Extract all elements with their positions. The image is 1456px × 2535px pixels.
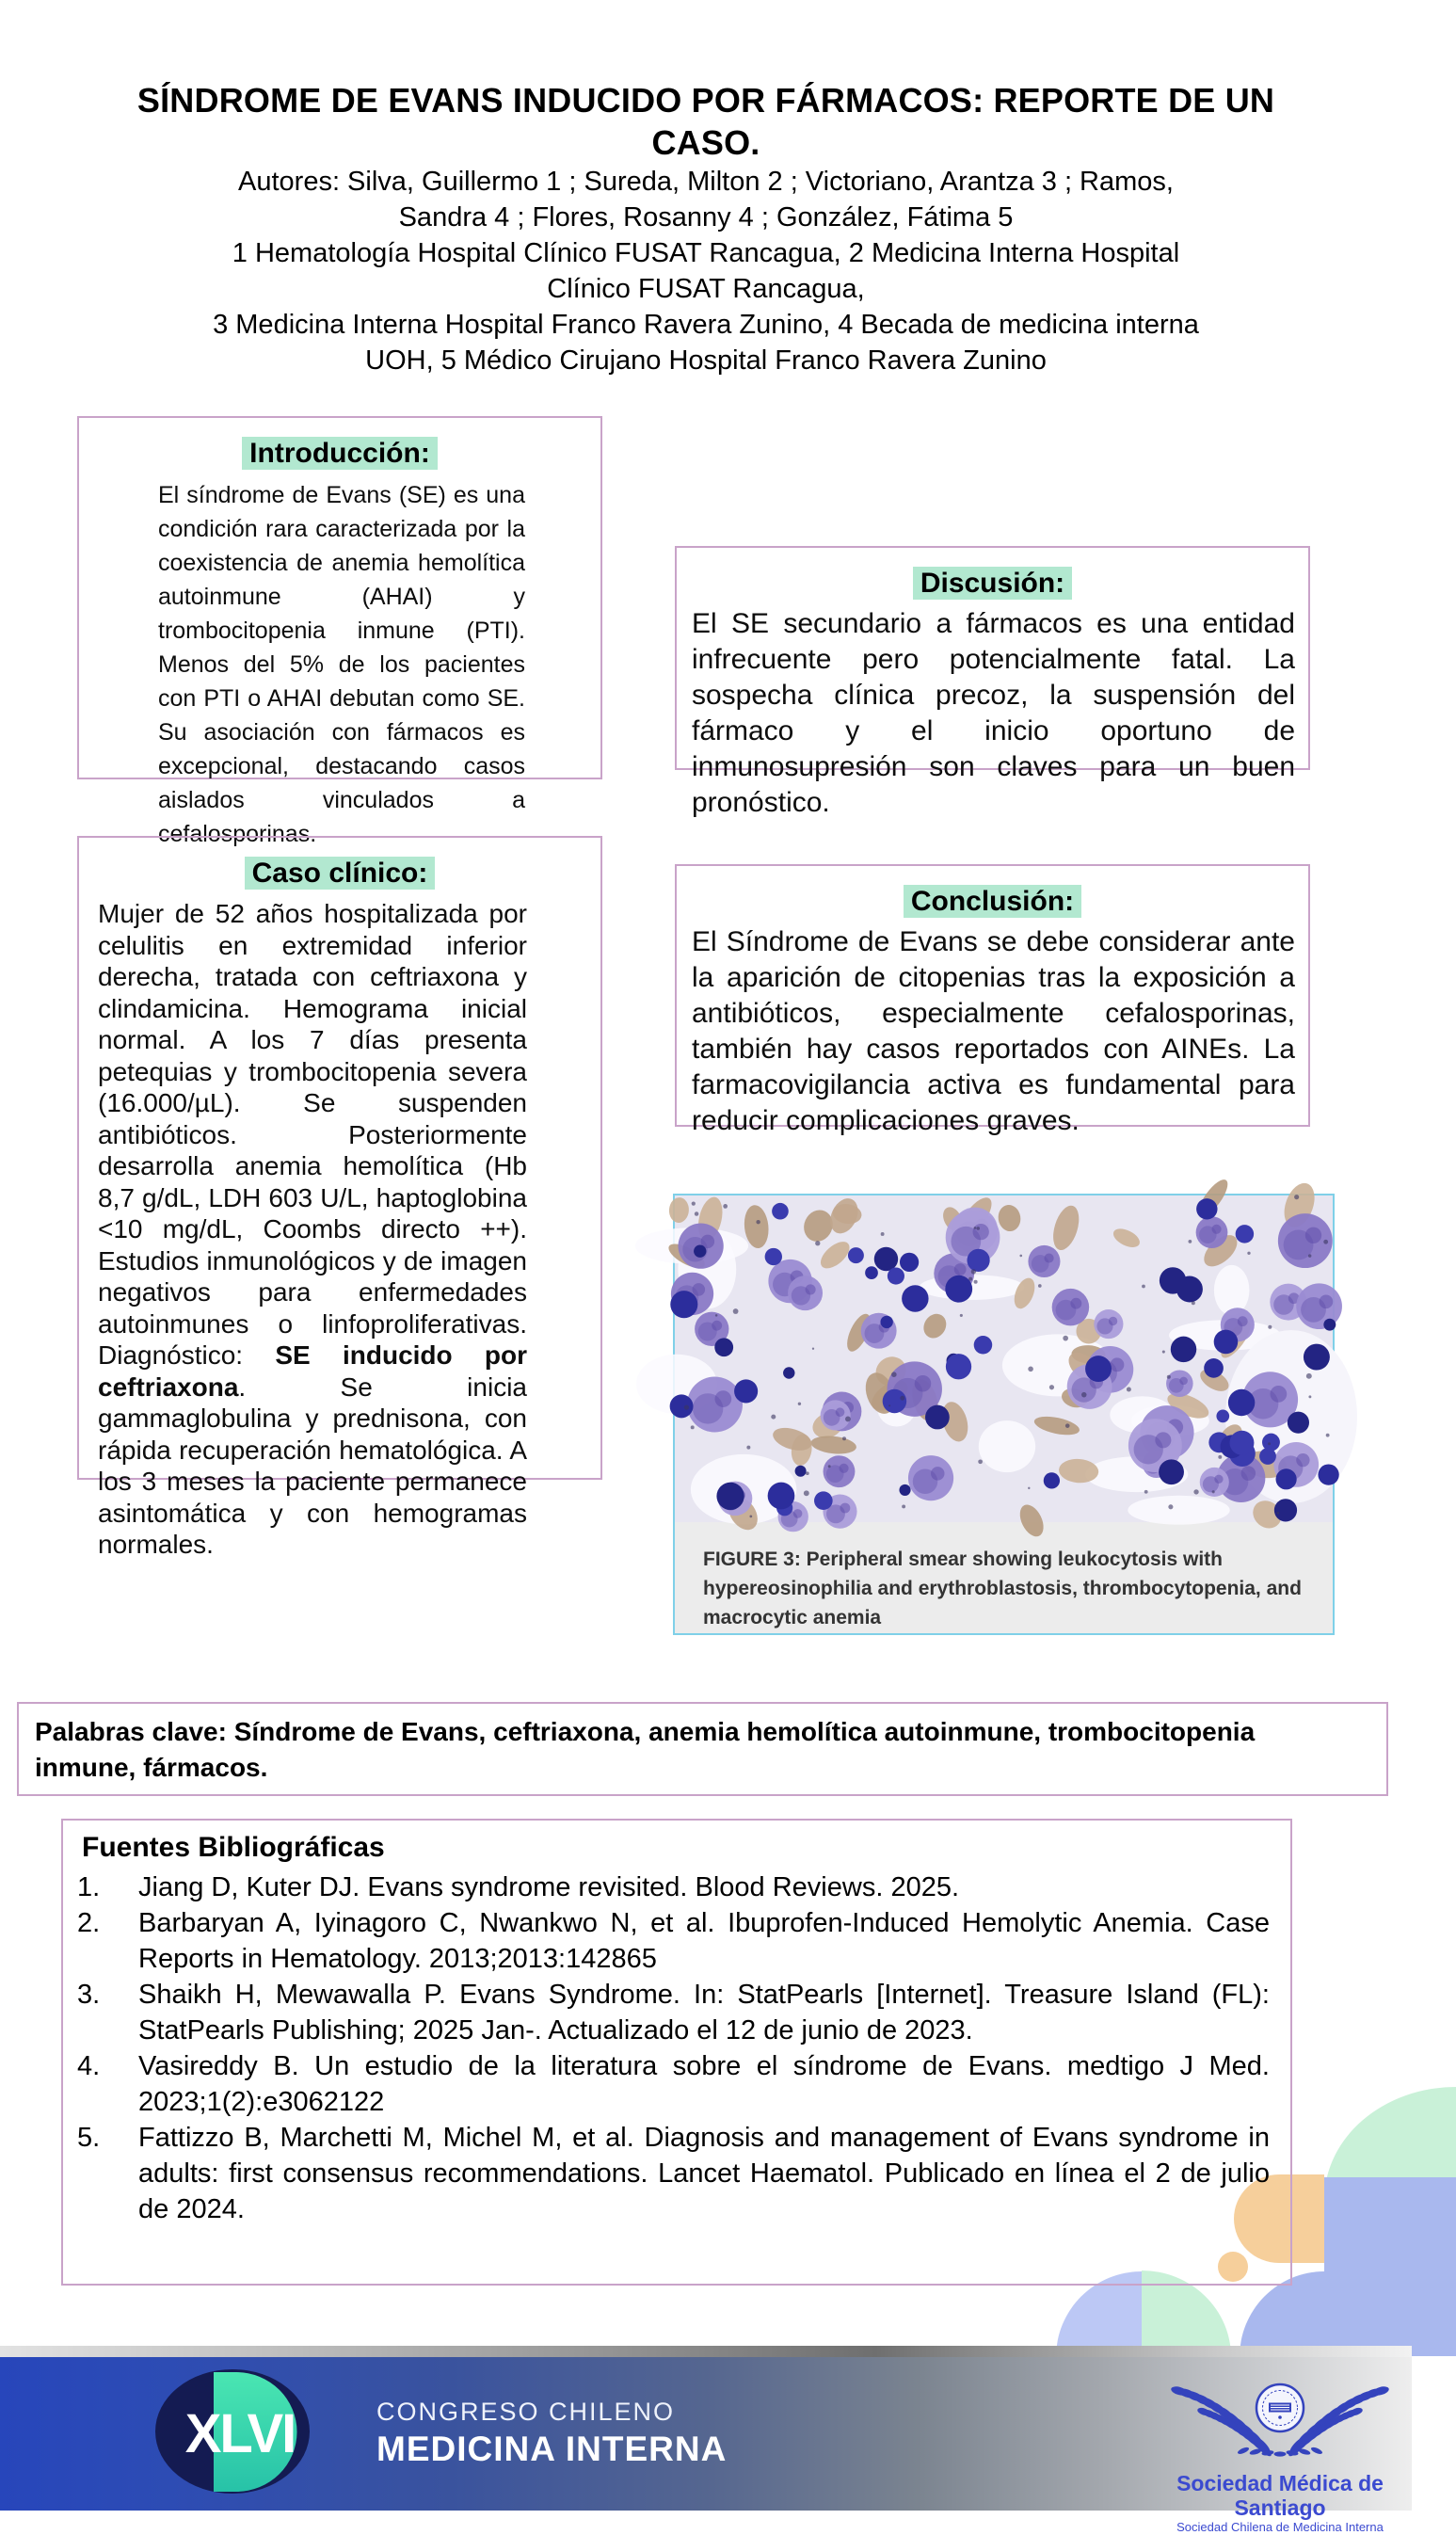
introduction-section — [77, 416, 602, 847]
clinical-case-text: Mujer de 52 años hospitalizada por celulitis en extremidad inferior derecha, tratada con ceftriaxona y clindamicina. Hemograma inicial normal. A los 7 días presenta petequias y trombocitopenia severa (16.000/µL). Se suspenden antibióticos. Posteriormente desarrolla anemia hemolítica (Hb 8,7 g/dL, LDH 603 U/L, haptoglobina <10 mg/dL, Coombs directo ++). Estudios inmunológicos y de imagen negativos para enfermedades autoinmunes o linfoproliferativas. Diagnóstico: — [98, 899, 527, 1370]
society-name: Sociedad Médica de Santiago — [1176, 2471, 1384, 2520]
congress-wordmark — [376, 2397, 727, 2471]
discussion-heading — [677, 548, 1308, 601]
conclusion-heading-highlight: Conclusión: — [904, 885, 1081, 918]
figure-panel — [673, 1194, 1335, 1635]
introduction-heading — [79, 418, 600, 471]
clinical-case-body — [98, 898, 527, 1561]
society-logo — [1162, 2365, 1398, 2535]
reference-text: Shaikh H, Mewawalla P. Evans Syndrome. In: StatPearls [Internet]. Treasure Island (FL): StatPearls Publishing; 2025 Jan-. Actualizado el 12 de junio de 2023. — [138, 1980, 1270, 2046]
poster-header — [0, 79, 1412, 378]
decorative-square-periwinkle — [1324, 2177, 1456, 2356]
keywords-line: inmune, fármacos. — [35, 1753, 268, 1782]
reference-text: Jiang D, Kuter DJ. Evans syndrome revisited. Blood Reviews. 2025. — [138, 1872, 960, 1902]
congress-line1: CONGRESO CHILENO — [376, 2398, 676, 2426]
keywords-text — [19, 1704, 1386, 1786]
figure-caption-line: macrocytic anemia — [703, 1607, 882, 1628]
reference-item — [77, 2048, 1270, 2120]
discussion-heading-highlight: Discusión: — [913, 567, 1072, 600]
clinical-case-diagnosis-bold: SE inducido por ceftriaxona — [98, 1340, 527, 1402]
poster-title-line1: SÍNDROME DE EVANS INDUCIDO POR FÁRMACOS: REPORTE DE UN — [136, 81, 1275, 120]
authors-line: Sandra 4 ; Flores, Rosanny 4 ; González, Fátima 5 — [398, 202, 1014, 233]
reference-number: 1. — [77, 1872, 101, 1902]
references-list — [63, 1869, 1290, 2227]
figure-caption-line: hypereosinophilia and erythroblastosis, thrombocytopenia, and — [703, 1578, 1302, 1599]
reference-text: Fattizzo B, Marchetti M, Michel M, et al. Diagnosis and management of Evans syndrome in adults: first consensus recommendations. Lancet Haematol. Publicado en línea el 2 de julio de 2024. — [138, 2123, 1270, 2224]
society-subtitle: Sociedad Chilena de Medicina Interna — [1176, 2520, 1384, 2534]
discussion-body: El SE secundario a fármacos es una entidad infrecuente pero potencialmente fatal. La sospecha clínica precoz, la suspensión del fármaco y el inicio oportuno de inmunosupresión son claves para un buen pronóstico. — [692, 608, 1295, 818]
discussion-section — [675, 546, 1310, 818]
clinical-case-text: . Se inicia gammaglobulina y prednisona, con rápida recuperación hematológica. A los 3 meses la paciente permanece asintomática y con hemogramas normales. — [98, 1372, 527, 1559]
society-emblem — [1162, 2365, 1398, 2466]
reference-number: 2. — [77, 1908, 101, 1938]
affiliations-line: UOH, 5 Médico Cirujano Hospital Franco Ravera Zunino — [365, 345, 1047, 376]
figure-caption — [675, 1522, 1333, 1632]
affiliations-line: 3 Medicina Interna Hospital Franco Ravera Zunino, 4 Becada de medicina interna — [213, 310, 1199, 340]
blood-smear-illustration — [675, 1195, 1333, 1522]
blood-smear-image — [675, 1195, 1333, 1522]
figure-caption-line: FIGURE 3: Peripheral smear showing leukocytosis with — [703, 1548, 1223, 1570]
reference-item — [77, 1869, 1270, 1905]
conclusion-body: El Síndrome de Evans se debe considerar ante la aparición de citopenias tras la exposición a antibióticos, especialmente cefalosporinas, también hay casos reportados con AINEs. La farmacovigilancia activa es fundamental para reducir complicaciones graves. — [692, 926, 1295, 1136]
reference-item — [77, 1977, 1270, 2048]
affiliations-line: Clínico FUSAT Rancagua, — [547, 274, 865, 304]
introduction-heading-highlight: Introducción: — [242, 437, 438, 470]
congress-line2: MEDICINA INTERNA — [376, 2430, 728, 2468]
congress-logo — [155, 2369, 329, 2495]
clinical-case-section — [77, 836, 602, 1559]
poster-title-line2: CASO. — [651, 123, 760, 162]
reference-number: 4. — [77, 2051, 101, 2081]
keywords-line: Palabras clave: Síndrome de Evans, ceftriaxona, anemia hemolítica autoinmune, trombocitopenia — [35, 1717, 1256, 1746]
reference-number: 3. — [77, 1980, 101, 2010]
conclusion-heading — [677, 866, 1308, 919]
congress-logo-mark — [155, 2369, 329, 2495]
references-section — [61, 1819, 1292, 2286]
reference-text: Vasireddy B. Un estudio de la literatura sobre el síndrome de Evans. medtigo J Med. 2023;1(2):e3062122 — [138, 2051, 1270, 2117]
conclusion-section — [675, 864, 1310, 1136]
reference-number: 5. — [77, 2123, 101, 2153]
reference-item — [77, 2120, 1270, 2227]
introduction-body: El síndrome de Evans (SE) es una condición rara caracterizada por la coexistencia de anemia hemolítica autoinmune (AHAI) y trombocitopenia inmune (PTI). Menos del 5% de los pacientes con PTI o AHAI debutan como SE. Su asociación con fármacos es excepcional, destacando casos aislados vinculados a cefalosporinas. — [158, 482, 525, 847]
authors-line: Autores: Silva, Guillermo 1 ; Sureda, Milton 2 ; Victoriano, Arantza 3 ; Ramos, — [238, 167, 1174, 197]
reference-item — [77, 1905, 1270, 1977]
footer-gray-divider — [0, 2346, 1412, 2357]
clinical-case-heading — [79, 838, 600, 890]
reference-text: Barbaryan A, Iyinagoro C, Nwankwo N, et al. Ibuprofen-Induced Hemolytic Anemia. Case Reports in Hematology. 2013;2013:142865 — [138, 1908, 1270, 1974]
clinical-case-heading-highlight: Caso clínico: — [245, 857, 436, 890]
keywords-section — [17, 1702, 1388, 1796]
affiliations-line: 1 Hematología Hospital Clínico FUSAT Rancagua, 2 Medicina Interna Hospital — [232, 238, 1180, 268]
congress-roman-numeral: XLVI — [184, 2403, 296, 2464]
references-heading: Fuentes Bibliográficas — [82, 1832, 385, 1863]
